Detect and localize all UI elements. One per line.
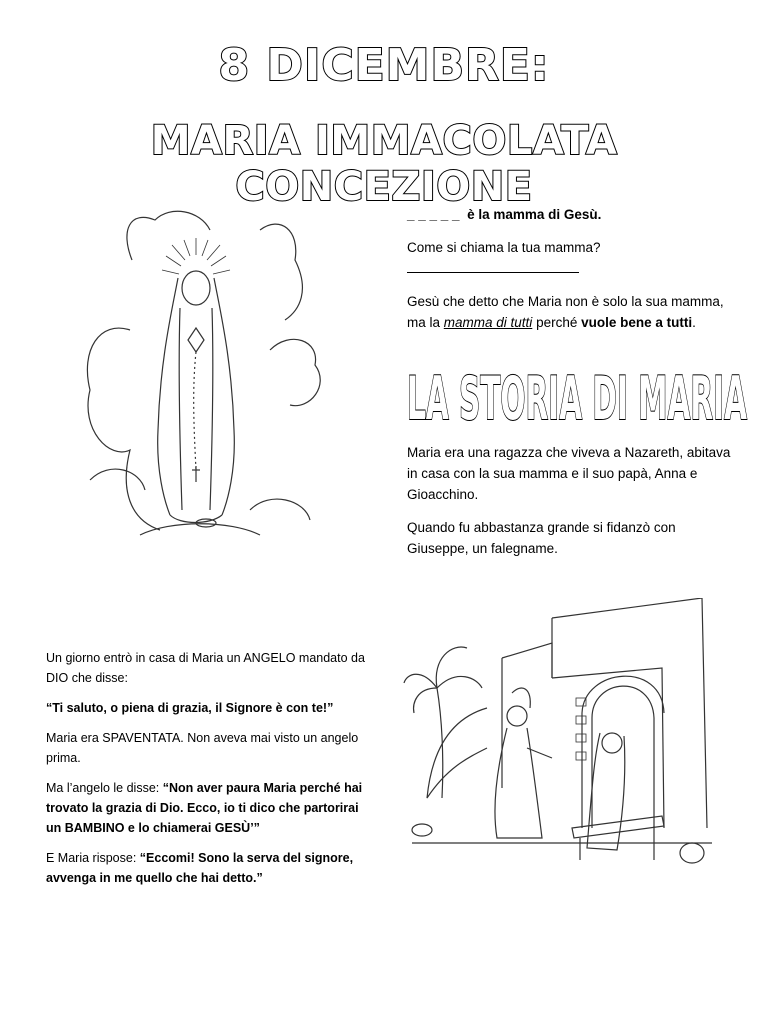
page-title: 8 DICEMBRE: xyxy=(218,40,550,91)
story-paragraph-1: Maria era una ragazza che viveva a Nazareth, abitava in casa con la sua mamma e il suo papà, Anna e Gioacchino. xyxy=(407,445,731,502)
angel-message: “Non aver paura Maria perché hai trovato la grazia di Dio. Ecco, io ti dico che partorirai un BAMBINO e lo chiamerai GESÙ’” xyxy=(46,781,363,835)
angel-greeting: “Ti saluto, o piena di grazia, il Signore è con te!” xyxy=(46,701,334,715)
mary-reply: “Eccomi! Sono la serva del signore, avvenga in me quello che hai detto.” xyxy=(46,851,354,885)
story-heading-text: LA STORIA DI MARIA xyxy=(407,364,748,428)
intro-para-a: Gesù che detto che Maria non è solo la sua mamma, ma la xyxy=(407,294,724,330)
annunciation-paragraph-4 xyxy=(46,778,366,838)
mary-illustration xyxy=(60,200,340,545)
annunciation-paragraph-1: Un giorno entrò in casa di Maria un ANGELO mandato da DIO che disse: xyxy=(46,651,365,685)
story-section xyxy=(407,442,737,571)
mamma-di-tutti: mamma di tutti xyxy=(443,315,533,330)
intro-para-end: . xyxy=(692,315,696,330)
annunciation-illustration xyxy=(402,598,722,888)
story-paragraph-2: Quando fu abbastanza grande si fidanzò con Giuseppe, un falegname. xyxy=(407,520,676,556)
intro-para-bold: vuole bene a tutti xyxy=(581,315,693,330)
intro-paragraph xyxy=(407,291,737,333)
annunciation-paragraph-3: Maria era SPAVENTATA. Non aveva mai visto un angelo prima. xyxy=(46,731,359,765)
intro-para-b: perché xyxy=(536,315,578,330)
intro-section xyxy=(407,204,737,345)
story-heading xyxy=(404,362,750,428)
question-text: Come si chiama la tua mamma? xyxy=(407,240,601,255)
page-subtitle: MARIA IMMACOLATA CONCEZIONE xyxy=(150,118,618,210)
fill-blank: _ _ _ _ _ xyxy=(407,207,460,222)
mary-replied: E Maria rispose: xyxy=(46,851,137,865)
annunciation-section xyxy=(46,648,366,898)
intro-line1-text: è la mamma di Gesù. xyxy=(467,207,602,222)
annunciation-paragraph-5 xyxy=(46,848,366,888)
intro-line1 xyxy=(407,204,737,225)
angel-said: Ma l’angelo le disse: xyxy=(46,781,160,795)
intro-question xyxy=(407,237,737,279)
answer-line xyxy=(407,260,579,273)
